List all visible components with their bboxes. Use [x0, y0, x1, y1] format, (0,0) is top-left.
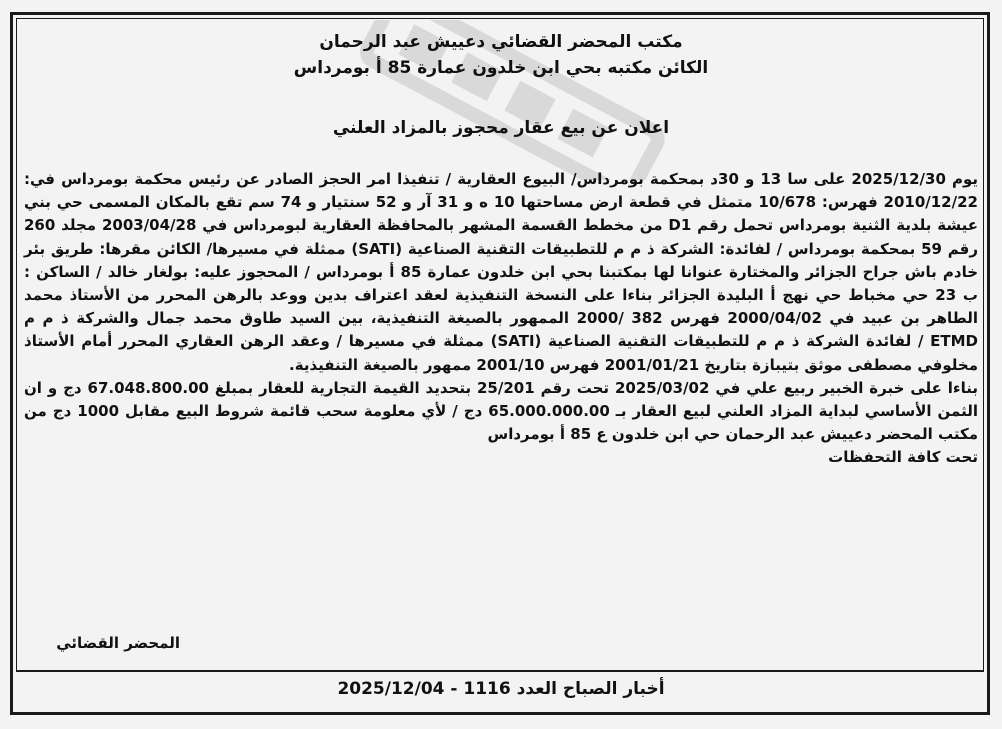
notice-paragraph-valuation: بناءا على خبرة الخبير ربيع علي في 2025/03/02 تحت رقم 25/201 بتحديد القيمة التجارية للعقار بمبلغ 67.048.800.00 دج و ان الثمن الأساسي لبداية المزاد العلني لبيع العقار بـ 65.000.000.00 دج / لأي معلومة سحب قائمة شروط البيع مقابل 1000 دج من مكتب المحضر دعييش عبد الرحمان حي ابن خلدون ع 85 أ بومرداس: [24, 378, 978, 444]
notice-body: [24, 168, 978, 470]
notice-paragraph-seizure: يوم 2025/12/30 على سا 13 و 30د بمحكمة بومرداس/ البيوع العقارية / تنفيذا امر الحجز الصادر عن رئيس محكمة بومرداس في: 2010/12/22 فهرس: 10/678 متمثل في قطعة ارض مساحتها 10 ه و 31 آر و 52 سنتيار و 74 سم تقع بالمكان المسمى حي بني عيشة بلدية الثنية بومرداس تحمل رقم D1 من مخطط القسمة المشهر بالمحافظة العقارية لبومرداس في 2003/04/28 مجلد 260 رقم 59 بمحكمة بومرداس / لفائدة: الشركة ذ م م للتطبيقات التقنية الصناعية (SATI) ممثلة في مسيرها/ الكائن مقرها: طريق بئر خادم باش جراح الجزائر والمختارة عنوانا لها بمكتبنا بحي ابن خلدون عمارة 85 أ بومرداس / المحجوز عليه: بولغار خالد / الساكن : ب 23 حي مخباط حي نهج أ البليدة الجزائر بناءا على النسخة التنفيذية لعقد اعتراف بدين ووعد بالرهن المحرر من الأستاذ محمد الطاهر بن عبيد في 2000/04/02 فهرس 382 /2000 الممهور بالصيغة التنفيذية، بين السيد طاوق محمد جمال والشركة ذ م م ETMD / لفائدة الشركة ذ م م للتطبيقات التقنية الصناعية (SATI) ممثلة في مسيرها / وعقد الرهن العقاري المحرر أمام الأستاذ مخلوفي مصطفى موثق بتيبازة بتاريخ 2001/01/21 فهرس 2001/10 ممهور بالصيغة التنفيذية.: [24, 170, 979, 374]
bailiff-signature: المحضر القضائي: [56, 634, 180, 652]
publication-footer: أخبار الصباح العدد 1116 - 2025/12/04: [337, 679, 665, 699]
notice-title: اعلان عن بيع عقار محجوز بالمزاد العلني: [332, 118, 670, 138]
office-address: الكائن مكتبه بحي ابن خلدون عمارة 85 أ بومرداس: [293, 58, 709, 78]
reservations-line: تحت كافة التحفظات: [828, 448, 978, 467]
footer-divider: [16, 671, 984, 672]
office-name: مكتب المحضر القضائي دعييش عبد الرحمان: [319, 32, 683, 52]
